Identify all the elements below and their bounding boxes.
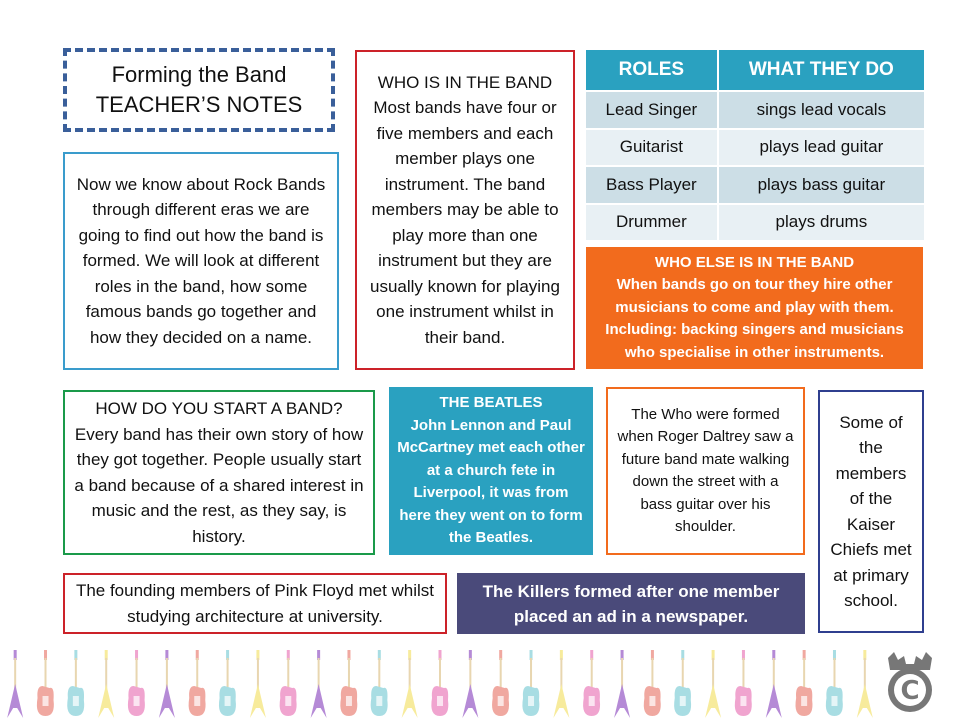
guitar-icon <box>795 650 812 716</box>
killers-box <box>457 573 805 634</box>
table-row <box>586 91 925 129</box>
guitar-icon <box>553 650 569 718</box>
kaiser-chiefs-box <box>818 390 924 633</box>
pink-floyd-box <box>63 573 447 634</box>
guitar-icon <box>674 650 691 716</box>
beatles-box <box>389 387 593 555</box>
table-row <box>586 166 925 204</box>
beatles-heading: THE BEATLES <box>439 394 543 412</box>
guitar-icon <box>37 650 54 716</box>
guitar-icon <box>644 650 661 716</box>
subtitle: TEACHER’S NOTES <box>95 92 303 117</box>
guitar-icon <box>280 650 297 716</box>
table-header-roles: ROLES <box>586 50 718 91</box>
duty-cell: plays lead guitar <box>718 129 925 167</box>
start-band-box <box>63 390 375 555</box>
guitar-icon <box>159 650 175 718</box>
guitar-icon <box>826 650 843 716</box>
beatles-body: John Lennon and Paul McCartney met each other at a church fete in Liverpool, it was from here they went on to form the Beatles. <box>397 416 585 547</box>
guitar-icon <box>340 650 357 716</box>
guitar-icon <box>371 650 388 716</box>
role-cell: Drummer <box>586 204 718 241</box>
guitar-icon <box>128 650 145 716</box>
role-cell: Lead Singer <box>586 91 718 129</box>
guitar-icon <box>735 650 752 716</box>
who-else-box <box>586 247 923 369</box>
guitar-icon <box>189 650 206 716</box>
intro-text: Now we know about Rock Bands through different eras we are going to find out how the band is formed. We will look at different roles in the band, how some famous bands go together and how they decided on a name. <box>76 174 326 347</box>
guitar-icon <box>7 650 23 718</box>
guitar-icon <box>766 650 782 718</box>
title: Forming the Band <box>111 62 287 87</box>
guitar-icon <box>431 650 448 716</box>
guitar-icon <box>522 650 539 716</box>
role-cell: Bass Player <box>586 166 718 204</box>
guitar-icon <box>583 650 600 716</box>
role-cell: Guitarist <box>586 129 718 167</box>
guitar-icon <box>311 650 327 718</box>
guitar-border-strip <box>0 640 880 720</box>
guitar-icon <box>98 650 114 718</box>
who-is-in-band-box <box>355 50 575 370</box>
title-box <box>63 48 335 132</box>
table-header-what: WHAT THEY DO <box>718 50 925 91</box>
guitar-icon <box>857 650 873 718</box>
guitar-icon <box>67 650 84 716</box>
pink-floyd-text: The founding members of Pink Floyd met whilst studying architecture at university. <box>75 581 435 626</box>
who-else-body: When bands go on tour they hire other musicians to come and play with them. Including: backing singers and musicians who specialise in other instruments. <box>605 276 904 361</box>
killers-text: The Killers formed after one member placed an ad in a newspaper. <box>482 581 780 626</box>
guitar-icon <box>492 650 509 716</box>
guitar-icon <box>462 650 478 718</box>
start-heading: HOW DO YOU START A BAND? <box>95 399 343 418</box>
guitar-icon <box>614 650 630 718</box>
who-else-heading: WHO ELSE IS IN THE BAND <box>654 253 855 271</box>
duty-cell: plays bass guitar <box>718 166 925 204</box>
guitar-icon <box>250 650 266 718</box>
the-who-text: The Who were formed when Roger Daltrey saw a future band mate walking down the street with a bass guitar over his shoulder. <box>617 405 794 535</box>
table-row <box>586 204 925 241</box>
table-row <box>586 129 925 167</box>
guitar-icon <box>219 650 236 716</box>
start-body: Every band has their own story of how they got together. People usually start a band because of a shared interest in music and the rest, as they say, is history. <box>74 424 364 546</box>
guitar-icon <box>402 650 418 718</box>
guitar-icon <box>705 650 721 718</box>
duty-cell: sings lead vocals <box>718 91 925 129</box>
intro-box <box>63 152 339 370</box>
kaiser-text: Some of the members of the Kaiser Chiefs met at primary school. <box>830 412 912 610</box>
roles-table <box>586 50 926 240</box>
who-body: Most bands have four or five members and each member plays one instrument. The band members may be able to play more than one instrument but they are usually known for playing one instrument whilst in their band. <box>370 98 560 347</box>
the-who-box <box>606 387 805 555</box>
duty-cell: plays drums <box>718 204 925 241</box>
who-heading: WHO IS IN THE BAND <box>377 72 553 92</box>
copyright-moose-icon <box>880 650 940 715</box>
svg-text:C: C <box>900 676 920 706</box>
